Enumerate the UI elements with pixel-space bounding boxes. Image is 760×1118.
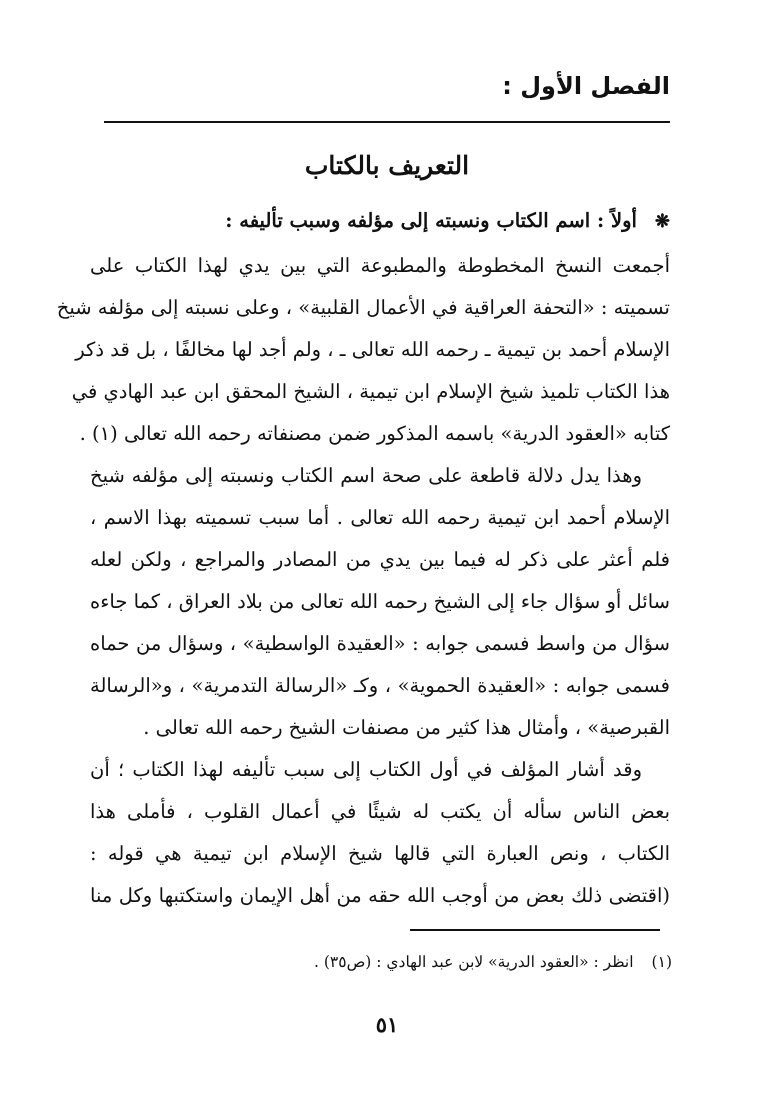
body-line: القبرصية» ، وأمثال هذا كثير من مصنفات الشيخ رحمه الله تعالى . [143, 716, 670, 739]
body-line: وقد أشار المؤلف في أول الكتاب إلى سبب تأليفه لهذا الكتاب ؛ أن [90, 758, 642, 781]
body-line: هذا الكتاب تلميذ شيخ الإسلام ابن تيمية ، الشيخ المحقق ابن عبد الهادي في [71, 380, 670, 403]
body-line: بعض الناس سأله أن يكتب له شيئًا في أعمال القلوب ، فأملى هذا [90, 800, 670, 823]
body-line: كتابه «العقود الدرية» باسمه المذكور ضمن مصنفاته رحمه الله تعالى (١) . [79, 422, 670, 445]
section-title: التعريف بالكتاب [304, 151, 470, 180]
body-line: فسمى جوابه : «العقيدة الحموية» ، وكـ «الرسالة التدمرية» ، و«الرسالة [90, 674, 670, 697]
footnote [92, 945, 672, 979]
body-line: الإسلام أحمد ابن تيمية رحمه الله تعالى . أما سبب تسميته بهذا الاسم ، [90, 506, 670, 529]
body-line: (اقتضى ذلك بعض من أوجب الله حقه من أهل الإيمان واستكتبها وكل منا [90, 884, 670, 907]
footnote-number: (١) [651, 953, 672, 971]
body-line: تسميته : «التحفة العراقية في الأعمال القلبية» ، وعلى نسبته إلى مؤلفه شيخ [56, 296, 670, 319]
body-line: فلم أعثر على ذكر له فيما بين يدي من المصادر والمراجع ، ولكن لعله [90, 548, 670, 571]
page-number: ٥١ [375, 1012, 399, 1037]
subheading [90, 200, 670, 243]
body-line: الإسلام أحمد بن تيمية ـ رحمه الله تعالى ـ ، ولم أجد لها مخالفًا ، بل قد ذكر [75, 338, 670, 361]
header-divider [104, 121, 670, 123]
body-line: الكتاب ، ونص العبارة التي قالها شيخ الإسلام ابن تيمية هي قوله : [90, 842, 670, 865]
body-line: وهذا يدل دلالة قاطعة على صحة اسم الكتاب ونسبته إلى مؤلفه شيخ [90, 464, 642, 487]
body-line: سؤال من واسط فسمى جوابه : «العقيدة الواسطية» ، وسؤال من حماه [90, 632, 670, 655]
footnote-text: انظر : «العقود الدرية» لابن عبد الهادي : (ص٣٥) . [314, 953, 634, 971]
subheading-text: أولاً : اسم الكتاب ونسبته إلى مؤلفه وسبب تأليفه : [225, 209, 637, 232]
body-line: أجمعت النسخ المخطوطة والمطبوعة التي بين يدي لهذا الكتاب على [90, 254, 670, 277]
chapter-heading: الفصل الأول : [502, 72, 670, 100]
footnote-divider [410, 929, 660, 931]
body-text [56, 245, 670, 917]
asterisk-ornament-icon: ❋ [654, 211, 670, 232]
body-line: سائل أو سؤال جاء إلى الشيخ رحمه الله تعالى من بلاد العراق ، كما جاءه [90, 590, 670, 613]
